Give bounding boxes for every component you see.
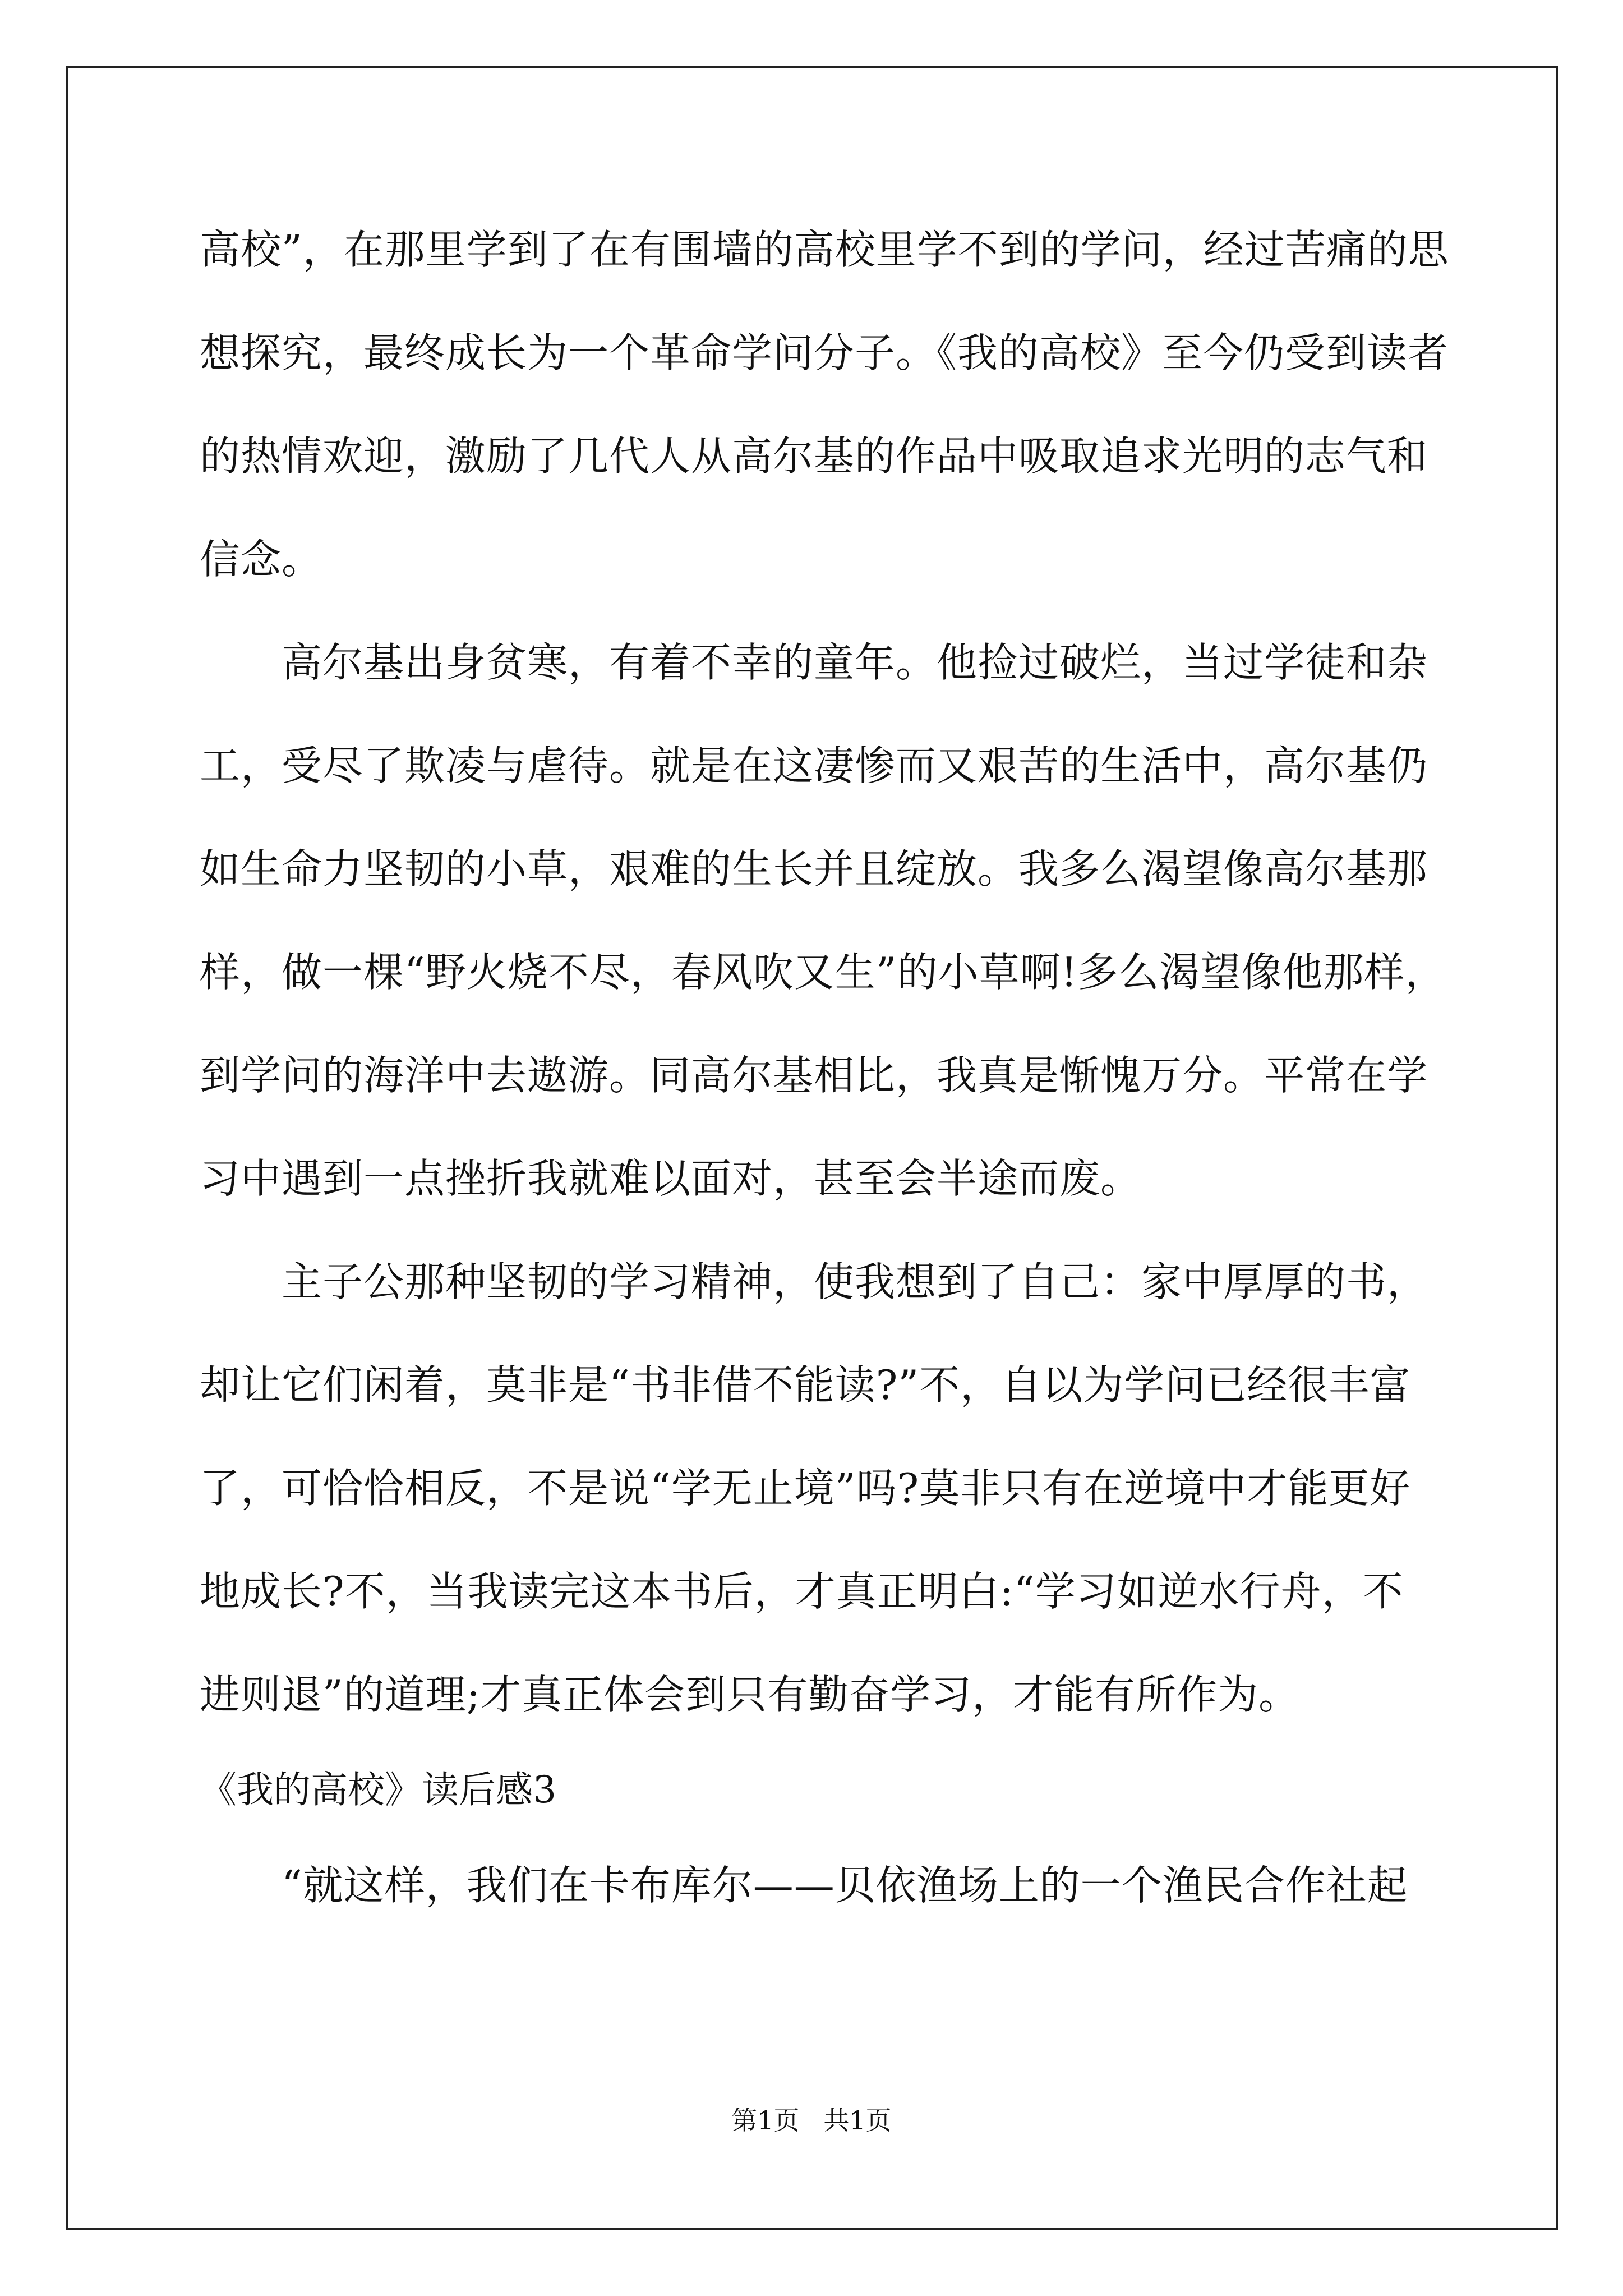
paragraph-1-line-4: 信念。 — [200, 536, 323, 583]
page-footer — [0, 2104, 1623, 2137]
paragraph-2-line-2: 工，受尽了欺凌与虐待。就是在这凄惨而又艰苦的生活中，高尔基仍 — [200, 742, 1428, 789]
paragraph-4-line-1: “就这样，我们在卡布库尔——贝依渔场上的一个渔民合作社起 — [200, 1862, 1408, 1909]
page-number-label: 第1页 — [731, 2105, 800, 2136]
paragraph-3-line-2: 却让它们闲着，莫非是“书非借不能读?”不，自以为学问已经很丰富 — [200, 1361, 1411, 1409]
page-total-label: 共1页 — [823, 2105, 892, 2136]
section-heading: 《我的高校》读后感3 — [200, 1768, 556, 1811]
paragraph-3-line-1: 主子公那种坚韧的学习精神，使我想到了自己：家中厚厚的书， — [200, 1258, 1428, 1305]
paragraph-1-line-1: 高校”，在那里学到了在有围墙的高校里学不到的学问，经过苦痛的思 — [200, 226, 1449, 273]
paragraph-1-line-3: 的热情欢迎，激励了几代人从高尔基的作品中吸取追求光明的志气和 — [200, 432, 1428, 480]
paragraph-3-line-3: 了，可恰恰相反，不是说“学无止境”吗?莫非只有在逆境中才能更好 — [200, 1465, 1411, 1512]
paragraph-3-line-5: 进则退”的道理;才真正体会到只有勤奋学习，才能有所作为。 — [200, 1671, 1300, 1718]
paragraph-2-line-6: 习中遇到一点挫折我就难以面对，甚至会半途而废。 — [200, 1155, 1142, 1202]
paragraph-2-line-5: 到学问的海洋中去遨游。同高尔基相比，我真是惭愧万分。平常在学 — [200, 1052, 1428, 1099]
paragraph-2-line-4: 样，做一棵“野火烧不尽，春风吹又生”的小草啊!多么渴望像他那样， — [200, 949, 1446, 996]
paragraph-1-line-2: 想探究，最终成长为一个革命学问分子。《我的高校》至今仍受到读者 — [200, 329, 1449, 376]
paragraph-2-line-3: 如生命力坚韧的小草，艰难的生长并且绽放。我多么渴望像高尔基那 — [200, 845, 1428, 892]
paragraph-2-line-1: 高尔基出身贫寒，有着不幸的童年。他捡过破烂，当过学徒和杂 — [200, 639, 1428, 686]
paragraph-3-line-4: 地成长?不，当我读完这本书后，才真正明白:“学习如逆水行舟，不 — [200, 1568, 1404, 1615]
